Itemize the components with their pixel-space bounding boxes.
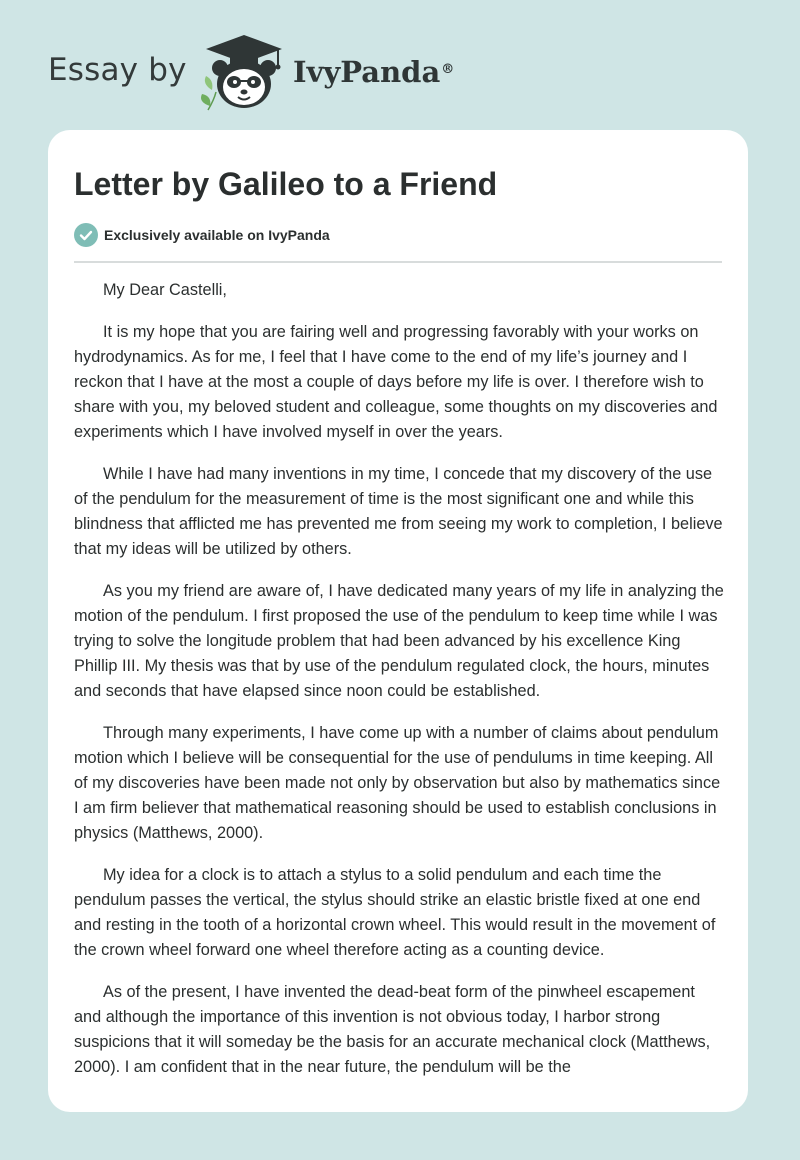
brand-name[interactable]: IvyPanda® [293,55,455,89]
paragraph: It is my hope that you are fairing well and progressing favorably with your works on hydrodynamics. As for me, I feel that I have come to the end of my life’s journey and I reckon that I have at the most a couple of days before my life is over. I therefore wish to share with you, my beloved student and colleague, some thoughts on my discoveries and experiments which I have involved myself in over the years. [74,323,718,441]
registered-mark: ® [441,62,455,77]
essay-body [74,278,724,1078]
divider [74,261,722,263]
site-header [0,0,800,130]
paragraph: My Dear Castelli, [103,281,227,299]
paragraph: As you my friend are aware of, I have dedicated many years of my life in analyzing the motion of the pendulum. I first proposed the use of the pendulum to keep time while I was trying to solve the longitude problem that had been advanced by his excellence King Phillip III. My thesis was that by use of the pendulum regulated clock, the hours, minutes and seconds that have elapsed since noon could be established. [74,582,724,700]
badge-label: Exclusively available on IvyPanda [104,227,330,243]
panda-graduate-icon[interactable] [196,32,292,112]
page-title: Letter by Galileo to a Friend [74,166,498,202]
paragraph: Through many experiments, I have come up with a number of claims about pendulum motion which I believe will be consequential for the use of pendulums in time keeping. All of my discoveries have been made not only by observation but also by mathematics since I am firm believer that mathematical reasoning should be used to establish conclusions in physics (Matthews, 2000). [74,724,721,842]
paragraph: My idea for a clock is to attach a stylus to a solid pendulum and each time the pendulum passes the vertical, the stylus should strike an elastic bristle fixed at one end and resting in the tooth of a horizontal crown wheel. This would result in the movement of the crown wheel forward one wheel therefore acting as a counting device. [74,866,716,959]
essay-by-label: Essay by [48,52,187,88]
paragraph: While I have had many inventions in my time, I concede that my discovery of the use of the pendulum for the measurement of time is the most significant one and while this blindness that afflicted me has prevented me from seeing my work to completion, I believe that my ideas will be utilized by others. [74,465,723,558]
essay-card [48,130,748,1112]
paragraph: As of the present, I have invented the dead-beat form of the pinwheel escapement and although the importance of this invention is not obvious today, I harbor strong suspicions that it will someday be the basis for an accurate mechanical clock (Matthews, 2000). I am confident that in the near future, the pendulum will be the [74,983,711,1076]
check-circle-icon [74,223,98,247]
exclusive-badge [74,222,330,248]
